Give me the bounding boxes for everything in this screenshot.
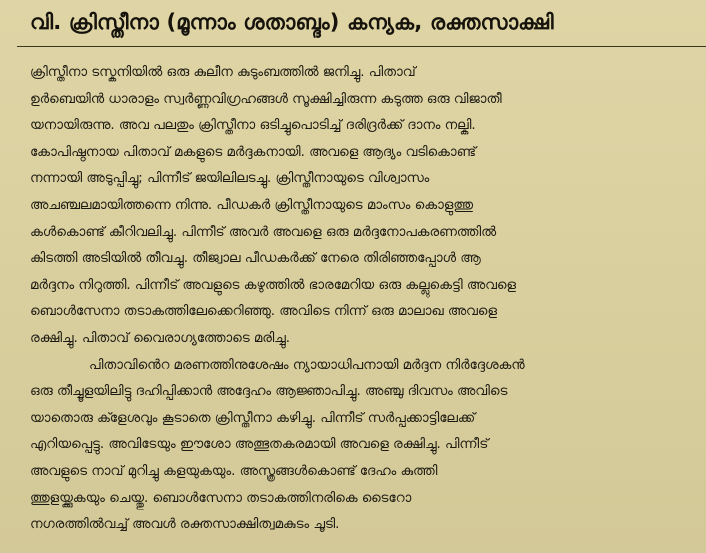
text-line: ബൊൾസേനാ തടാകത്തിലേക്കെറിഞ്ഞു. അവിടെ നിന്ന് ഒരു മാലാഖ അവളെ: [30, 304, 497, 320]
paragraph-2: [0, 353, 706, 539]
text-line: മർദ്ദനം നിറുത്തി. പിന്നീട് അവളുടെ കഴുത്തിൽ ഭാരമേറിയ ഒരു കല്ലുകെട്ടി അവളെ: [30, 277, 516, 293]
text-line: യനായിരുന്നു. അവ പലതും ക്രിസ്തീനാ ഒടിച്ചുപൊടിച്ച് ദരിദ്രർക്ക് ദാനം നല്കി.: [30, 118, 476, 134]
text-line: പിതാവിൻെറ മരണത്തിനുശേഷം ന്യായാധിപനായി മർദ്ദന നിർദ്ദേശകൻ: [89, 357, 525, 373]
text-line: കൾകൊണ്ട് കീറിവലിച്ചു. പിന്നീട് അവർ അവളെ ഒരു മർദ്ദനോപകരണത്തിൽ: [30, 224, 497, 240]
text-line: രക്ഷിച്ചു. പിതാവ് വൈരാഗ്യത്തോടെ മരിച്ചു.: [30, 330, 290, 346]
body-text: [0, 60, 706, 539]
text-line: കോപിഷ്ഠനായ പിതാവ് മകളുടെ മർദ്ദകനായി. അവളെ ആദ്യം വടികൊണ്ട്: [30, 144, 476, 160]
text-line: നന്നായി അടുപ്പിച്ചു; പിന്നീട് ജയിലിലടച്ചു. ക്രിസ്തീനായുടെ വിശ്വാസം: [30, 171, 430, 187]
page-title: വി. ക്രിസ്തീനാ (മൂന്നാം ശതാബ്ദം) കന്യക, രക്തസാക്ഷി: [30, 10, 554, 34]
text-line: കിടത്തി അടിയിൽ തീവച്ചു. തീജ്വാല പീഡകർക്ക് നേരെ തിരിഞ്ഞപ്പോൾ ആ: [30, 251, 481, 267]
title-divider: [17, 46, 706, 47]
text-line: യാതൊരു ക്ളേശവും കൂടാതെ ക്രിസ്തീനാ കഴിച്ചു. പിന്നീട് സർപ്പക്കാട്ടിലേക്ക്: [30, 410, 476, 426]
text-line: ത്തുളയ്ക്കുകയും ചെയ്തു. ബൊൾസേനാ തടാകത്തിനരികെ ടൈറോ: [30, 490, 412, 506]
text-line: അചഞ്ചലമായിത്തന്നെ നിന്നു. പീഡകർ ക്രിസ്തീനായുടെ മാംസം കൊളുത്തു: [30, 197, 473, 213]
text-line: നഗരത്തിൽവച്ച് അവൾ രക്തസാക്ഷിത്വമകുടം ചൂടി.: [30, 517, 340, 533]
text-line: എറിയപ്പെട്ടു. അവിടേയും ഈശോ അത്ഭുതകരമായി അവളെ രക്ഷിച്ചു. പിന്നീട്: [30, 437, 489, 453]
text-line: ഉർബെയിൻ ധാരാളം സ്വർണ്ണവിഗ്രഹങ്ങൾ സൂക്ഷിച്ചിരുന്ന കടുത്ത ഒരു വിജാതീ: [30, 91, 502, 107]
text-line: ഒരു തീച്ചൂളയിലിട്ടു ദഹിപ്പിക്കാൻ അദ്ദേഹം ആജ്ഞാപിച്ചു. അഞ്ചു ദിവസം അവിടെ: [30, 384, 508, 400]
paragraph-1: [0, 60, 706, 353]
text-line: അവളുടെ നാവ് മുറിച്ചു കളയുകയും. അസ്ത്രങ്ങൾകൊണ്ട് ദേഹം കുത്തി: [30, 463, 438, 479]
text-line: ക്രിസ്തീനാ ടസ്കനിയിൽ ഒരു കുലീന കുടുംബത്തിൽ ജനിച്ചു. പിതാവ്: [30, 65, 416, 80]
